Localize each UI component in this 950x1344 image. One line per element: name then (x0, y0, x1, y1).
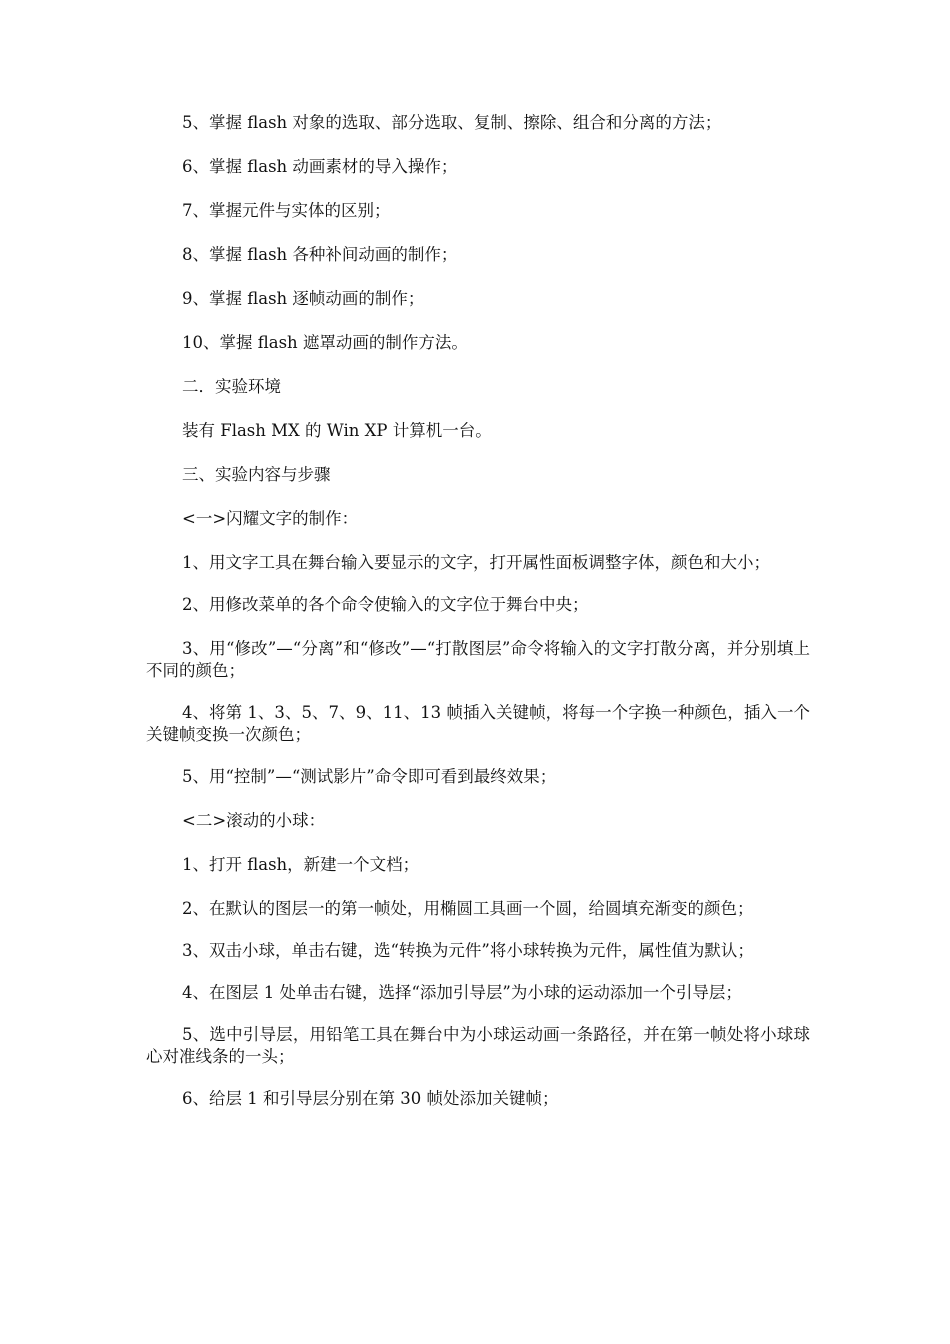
objective-item-6: 6、掌握 flash 动画素材的导入操作； (182, 157, 458, 176)
objective-item-7: 7、掌握元件与实体的区别； (182, 201, 391, 220)
rolling-ball-step-4: 4、在图层 1 处单击右键，选择“添加引导层”为小球的运动添加一个引导层； (182, 983, 742, 1002)
subsection-heading-flashing-text: <一>闪耀文字的制作： (182, 509, 359, 528)
flashing-text-step-1: 1、用文字工具在舞台输入要显示的文字，打开属性面板调整字体，颜色和大小； (182, 553, 770, 572)
rolling-ball-step-5: 5、选中引导层，用铅笔工具在舞台中为小球运动画一条路径，并在第一帧处将小球球心对准线条的一头； (146, 1025, 810, 1066)
rolling-ball-step-2: 2、在默认的图层一的第一帧处，用椭圆工具画一个圆，给圆填充渐变的颜色； (182, 899, 754, 918)
objective-item-8: 8、掌握 flash 各种补间动画的制作； (182, 245, 458, 264)
objective-item-9: 9、掌握 flash 逐帧动画的制作； (182, 289, 425, 308)
objective-item-5: 5、掌握 flash 对象的选取、部分选取、复制、擦除、组合和分离的方法； (182, 113, 722, 132)
objective-item-10: 10、掌握 flash 遮罩动画的制作方法。 (182, 333, 468, 352)
flashing-text-step-4: 4、将第 1、3、5、7、9、11、13 帧插入关键帧，将每一个字换一种颜色，插入一个关键帧变换一次颜色； (146, 703, 810, 744)
section-heading-environment: 二．实验环境 (182, 377, 281, 396)
flashing-text-step-3: 3、用“修改”—“分离”和“修改”—“打散图层”命令将输入的文字打散分离，并分别填上不同的颜色； (146, 639, 810, 680)
flashing-text-step-5: 5、用“控制”—“测试影片”命令即可看到最终效果； (182, 767, 557, 786)
flashing-text-step-2: 2、用修改菜单的各个命令使输入的文字位于舞台中央； (182, 595, 589, 614)
rolling-ball-step-6: 6、给层 1 和引导层分别在第 30 帧处添加关键帧； (182, 1089, 559, 1108)
section-heading-steps: 三、实验内容与步骤 (182, 465, 331, 484)
document-body (146, 112, 810, 1132)
subsection-heading-rolling-ball: <二>滚动的小球： (182, 811, 326, 830)
environment-text: 装有 Flash MX 的 Win XP 计算机一台。 (182, 421, 492, 440)
rolling-ball-step-1: 1、打开 flash，新建一个文档； (182, 855, 420, 874)
rolling-ball-step-3: 3、双击小球，单击右键，选“转换为元件”将小球转换为元件，属性值为默认； (182, 941, 754, 960)
